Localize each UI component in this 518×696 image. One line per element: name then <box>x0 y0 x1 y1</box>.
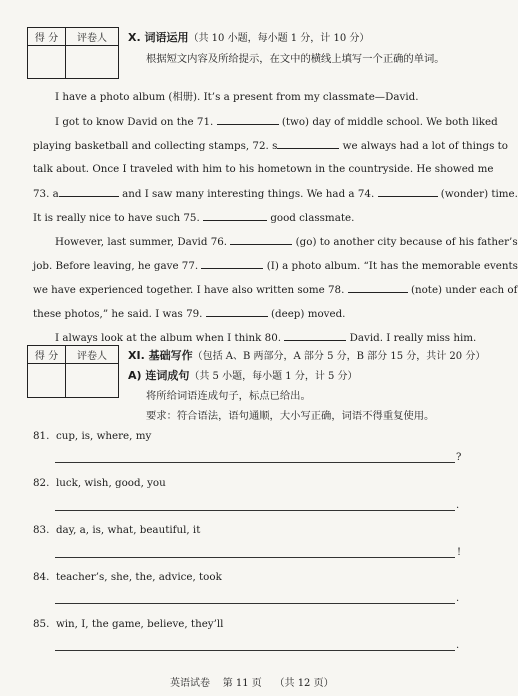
blank-71[interactable] <box>217 114 279 125</box>
answer-line-81[interactable] <box>55 462 455 463</box>
blank-74[interactable] <box>378 186 438 197</box>
passage-line-11: I always look at the album when I think 80. David. I really miss him. <box>55 332 477 344</box>
passage-line-1: I have a photo album (相册). It’s a present from my classmate—David. <box>55 91 419 103</box>
part-a-title: A) 连词成句（共 5 小题，每小题 1 分，计 5 分） <box>128 369 358 382</box>
blank-76[interactable] <box>230 234 292 245</box>
passage-line-7: However, last summer, David 76. (go) to another city because of his father’s <box>55 236 518 248</box>
score-box-1 <box>27 27 119 79</box>
blank-77[interactable] <box>201 258 263 269</box>
grader-label: 评卷人 <box>66 346 118 364</box>
question-85: 85. win, I, the game, believe, they’ll <box>33 618 224 630</box>
end-mark-84: . <box>456 593 460 604</box>
section-10-instruction: 根据短文内容及所给提示，在文中的横线上填写一个正确的单词。 <box>146 53 445 65</box>
passage-line-4: talk about. Once I traveled with him to his hometown in the countryside. He showed me <box>33 163 494 175</box>
end-mark-81: ? <box>456 452 462 463</box>
score-cell[interactable] <box>28 46 66 78</box>
section-11-title: XI. 基础写作（包括 A、B 两部分，A 部分 5 分，B 部分 15 分，共计 20 分） <box>128 349 486 362</box>
part-a-instruction-2: 要求：符合语法，语句通顺，大小写正确，词语不得重复使用。 <box>146 410 435 422</box>
end-mark-82: . <box>456 500 460 511</box>
passage-line-9: we have experienced together. I have also written some 78. (note) under each of <box>33 284 518 296</box>
question-82: 82. luck, wish, good, you <box>33 477 166 489</box>
end-mark-83: ! <box>457 547 462 558</box>
passage-line-6: It is really nice to have such 75. good classmate. <box>33 212 355 224</box>
blank-78[interactable] <box>348 282 408 293</box>
answer-line-84[interactable] <box>55 603 455 604</box>
answer-line-85[interactable] <box>55 650 455 651</box>
passage-line-3: playing basketball and collecting stamps, 72. s we always had a lot of things to <box>33 140 509 152</box>
grader-cell[interactable] <box>66 46 118 78</box>
passage-line-8: job. Before leaving, he gave 77. (I) a photo album. “It has the memorable events <box>33 260 518 272</box>
question-81: 81. cup, is, where, my <box>33 430 152 442</box>
section-10-title: X. 词语运用（共 10 小题，每小题 1 分，计 10 分） <box>128 31 370 44</box>
blank-79[interactable] <box>206 306 268 317</box>
grader-label: 评卷人 <box>66 28 118 46</box>
page-footer: 英语试卷 第 11 页 （共 12 页） <box>170 678 334 689</box>
score-box-2 <box>27 345 119 398</box>
question-84: 84. teacher’s, she, the, advice, took <box>33 571 222 583</box>
passage-line-2: I got to know David on the 71. (two) day of middle school. We both liked <box>55 116 498 128</box>
part-a-instruction-1: 将所给词语连成句子，标点已给出。 <box>146 390 311 402</box>
blank-75[interactable] <box>203 210 267 221</box>
answer-line-83[interactable] <box>55 557 455 558</box>
grader-cell[interactable] <box>66 364 118 397</box>
passage-line-5: 73. a and I saw many interesting things. We had a 74. (wonder) time. <box>33 188 518 200</box>
score-label: 得 分 <box>28 28 66 46</box>
end-mark-85: . <box>456 640 460 651</box>
score-cell[interactable] <box>28 364 66 397</box>
blank-72[interactable] <box>277 138 339 149</box>
blank-80[interactable] <box>284 330 346 341</box>
passage-line-10: these photos,” he said. I was 79. (deep) moved. <box>33 308 346 320</box>
answer-line-82[interactable] <box>55 510 455 511</box>
blank-73[interactable] <box>59 186 119 197</box>
question-83: 83. day, a, is, what, beautiful, it <box>33 524 201 536</box>
score-label: 得 分 <box>28 346 66 364</box>
